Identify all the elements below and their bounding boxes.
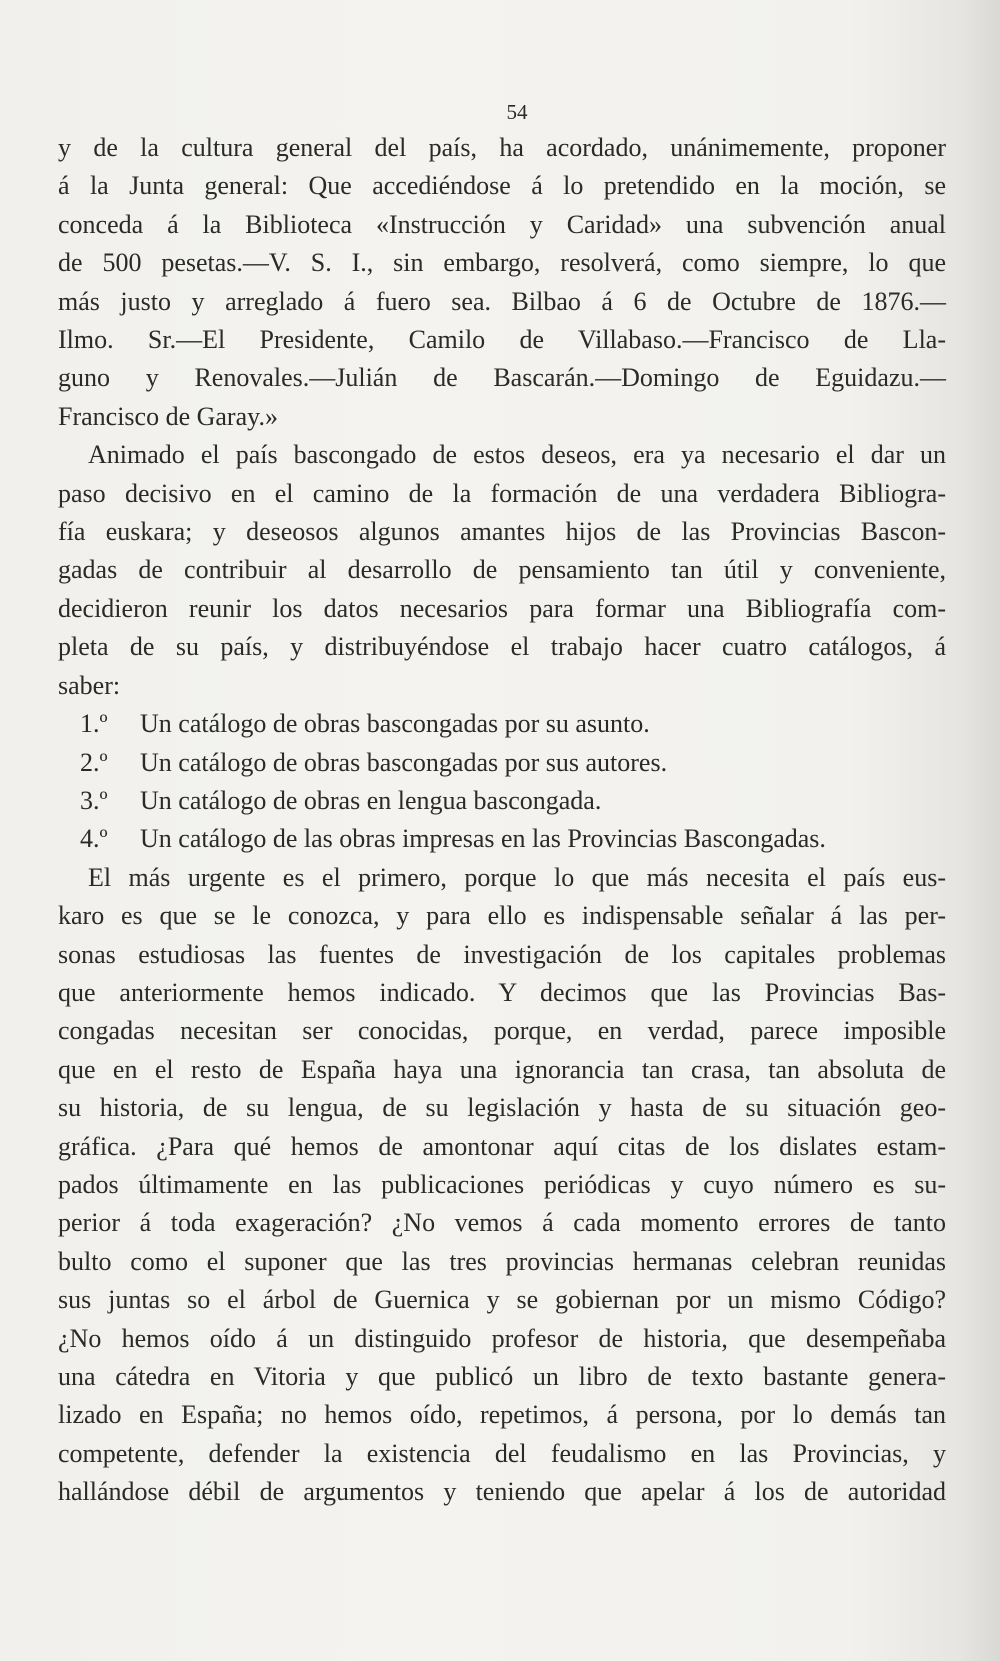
text-line: lizado en España; no hemos oído, repetimos, á persona, por lo demás tan [58, 1400, 946, 1430]
text-line: paso decisivo en el camino de la formación de una verdadera Bibliogra- [58, 478, 946, 508]
list-item-text: Un catálogo de obras bascongadas por sus autores. [140, 747, 668, 777]
text-line: saber: [58, 670, 121, 700]
text-line: de 500 pesetas.—V. S. I., sin embargo, resolverá, como siempre, lo que [58, 248, 946, 278]
document-page [58, 100, 946, 1512]
text-line: Francisco de Garay.» [58, 401, 278, 431]
text-line: karo es que se le conozca, y para ello es indispensable señalar á las per- [58, 901, 946, 931]
text-line: gráfica. ¿Para qué hemos de amontonar aquí citas de los dislates estam- [58, 1131, 946, 1161]
list-item-text: Un catálogo de obras en lengua bascongada. [140, 785, 602, 815]
list-item-text: Un catálogo de las obras impresas en las Provincias Bascongadas. [140, 824, 826, 854]
text-line: Animado el país bascongado de estos deseos, era ya necesario el dar un [88, 440, 946, 470]
catalog-list [58, 705, 946, 859]
text-line: pleta de su país, y distribuyéndose el trabajo hacer cuatro catálogos, á [58, 632, 946, 662]
text-line: su historia, de su lengua, de su legislación y hasta de su situación geo- [58, 1093, 946, 1123]
text-line: y de la cultura general del país, ha acordado, unánimemente, proponer [58, 133, 946, 162]
text-line: decidieron reunir los datos necesarios para formar una Bibliografía com- [58, 593, 946, 623]
text-line: gadas de contribuir al desarrollo de pensamiento tan útil y conveniente, [58, 555, 946, 585]
text-line: que anteriormente hemos indicado. Y decimos que las Provincias Bas- [58, 977, 946, 1007]
list-item-text: Un catálogo de obras bascongadas por su asunto. [140, 709, 650, 739]
paragraph-3 [58, 859, 946, 1512]
text-line: competente, defender la existencia del feudalismo en las Provincias, y [58, 1438, 946, 1468]
text-line: sonas estudiosas las fuentes de investigación de los capitales problemas [58, 939, 946, 969]
text-line: sus juntas so el árbol de Guernica y se gobiernan por un mismo Código? [58, 1285, 946, 1315]
list-item-number: 3.º [80, 785, 108, 815]
list-item [58, 744, 946, 782]
list-item [58, 705, 946, 743]
paragraph-1 [58, 129, 946, 436]
text-line: hallándose débil de argumentos y teniendo que apelar á los de autoridad [58, 1477, 946, 1507]
list-item [58, 820, 946, 858]
text-line: fía euskara; y deseosos algunos amantes hijos de las Provincias Bascon- [58, 517, 946, 547]
text-line: una cátedra en Vitoria y que publicó un libro de texto bastante genera- [58, 1362, 946, 1391]
list-item-number: 4.º [80, 824, 108, 854]
text-line: pados últimamente en las publicaciones periódicas y cuyo número es su- [58, 1169, 946, 1199]
text-line: Ilmo. Sr.—El Presidente, Camilo de Villabaso.—Francisco de Lla- [58, 325, 946, 355]
text-line: guno y Renovales.—Julián de Bascarán.—Domingo de Eguidazu.— [58, 363, 946, 393]
paragraph-2 [58, 436, 946, 705]
text-line: más justo y arreglado á fuero sea. Bilbao á 6 de Octubre de 1876.— [58, 286, 946, 316]
list-item-number: 2.º [80, 747, 108, 777]
text-line: que en el resto de España haya una ignorancia tan crasa, tan absoluta de [58, 1054, 946, 1084]
text-line: bulto como el suponer que las tres provincias hermanas celebran reunidas [58, 1246, 946, 1276]
text-line: ¿No hemos oído á un distinguido profesor de historia, que desempeñaba [58, 1323, 946, 1353]
text-line: á la Junta general: Que accediéndose á lo pretendido en la moción, se [58, 171, 946, 201]
list-item [58, 782, 946, 820]
page-number: 54 [506, 100, 528, 124]
text-line: congadas necesitan ser conocidas, porque, en verdad, parece imposible [58, 1016, 946, 1046]
list-item-number: 1.º [80, 709, 108, 739]
text-line: perior á toda exageración? ¿No vemos á cada momento errores de tanto [58, 1208, 946, 1238]
text-line: El más urgente es el primero, porque lo que más necesita el país eus- [88, 862, 946, 892]
text-line: conceda á la Biblioteca «Instrucción y Caridad» una subvención anual [58, 209, 946, 239]
